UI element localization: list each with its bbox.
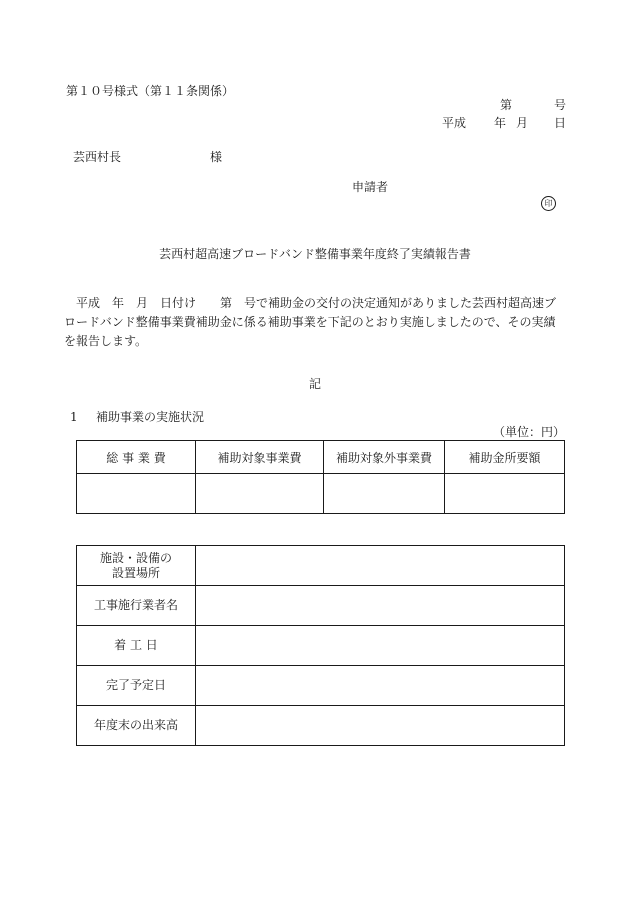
label-line: 設置場所 [111, 565, 160, 580]
doc-number-suffix: 号 [554, 98, 567, 112]
header-total-cost: 総 事 業 費 [77, 441, 196, 474]
info-row-contractor [77, 586, 565, 626]
value-ineligible-cost [324, 474, 445, 514]
info-label: 年度末の出来高 [77, 706, 196, 746]
value-eligible-cost [196, 474, 324, 514]
applicant-label: 申請者 [352, 180, 389, 194]
cost-table-header-row [77, 441, 565, 474]
info-label: 工事施行業者名 [77, 586, 196, 626]
info-row-progress [77, 706, 565, 746]
info-label: 着 工 日 [77, 626, 196, 666]
section-title: 補助事業の実施状況 [96, 410, 205, 424]
unit-note: （単位：円） [492, 425, 565, 439]
value-total-cost [77, 474, 196, 514]
form-number: 第１０号様式（第１１条関係） [66, 84, 235, 98]
info-value [196, 666, 565, 706]
value-subsidy-amount [445, 474, 565, 514]
ki-label: 記 [308, 377, 321, 391]
cost-table-value-row [77, 474, 565, 514]
info-value [196, 546, 565, 586]
date-month: 月 [516, 116, 529, 130]
info-value [196, 626, 565, 666]
document-title: 芸西村超高速ブロードバンド整備事業年度終了実績報告書 [159, 247, 471, 261]
date-day: 日 [554, 116, 567, 130]
info-row-location [77, 546, 565, 586]
info-value [196, 586, 565, 626]
addressee-honorific: 様 [210, 150, 223, 164]
info-label: 完了予定日 [77, 666, 196, 706]
header-eligible-cost: 補助対象事業費 [196, 441, 324, 474]
section-number: 1 [70, 410, 78, 424]
info-value [196, 706, 565, 746]
addressee-name: 芸西村長 [73, 150, 122, 164]
seal-mark: 印 [541, 196, 556, 211]
body-text: 平成 年 月 日付け 第 号で補助金の交付の決定通知がありました芸西村超高速ブロードバンド整備事業費補助金に係る補助事業を下記のとおり実施しましたので、その実績を報告します。 [64, 296, 557, 348]
info-row-start-date [77, 626, 565, 666]
info-row-completion-date [77, 666, 565, 706]
info-table [76, 545, 565, 746]
cost-table [76, 440, 565, 514]
header-subsidy-amount: 補助金所要額 [445, 441, 565, 474]
label-line: 施設・設備の [99, 550, 172, 565]
date-era: 平成 [442, 116, 467, 130]
header-ineligible-cost: 補助対象外事業費 [324, 441, 445, 474]
info-label [77, 546, 196, 586]
date-year: 年 [494, 116, 507, 130]
doc-number-prefix: 第 [500, 98, 513, 112]
